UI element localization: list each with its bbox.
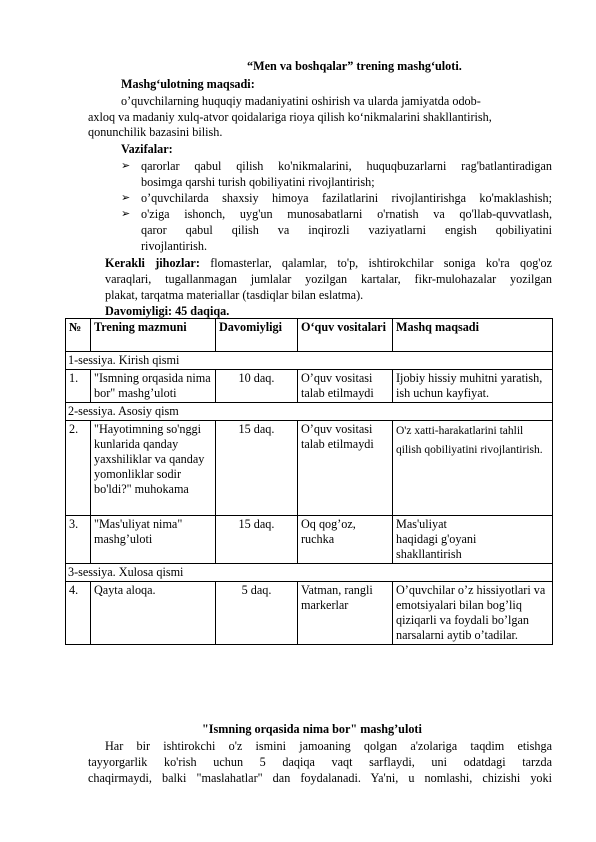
cell-duration: 15 daq. bbox=[216, 421, 298, 516]
arrow-bullet-icon: ➢ bbox=[121, 192, 131, 204]
cell-no: 2. bbox=[66, 421, 91, 516]
equipment-line bbox=[105, 256, 552, 271]
arrow-bullet-icon: ➢ bbox=[121, 208, 131, 220]
cell-no: 4. bbox=[66, 582, 91, 645]
body-line: tayyorgarlik ko'rish uchun 5 daqiqa vaqt sarflaydi, uni odatdagi tarzda bbox=[88, 755, 552, 769]
section-title: "Ismning orqasida nima bor" mashg’uloti bbox=[202, 722, 422, 736]
table-row bbox=[66, 516, 553, 564]
cell-goal: Ijobiy hissiy muhitni yaratish, ish uchun kayfiyat. bbox=[393, 370, 553, 403]
table-row bbox=[66, 421, 553, 516]
cell-content: "Mas'uliyat nima" mashg’uloti bbox=[91, 516, 216, 564]
table-row bbox=[66, 370, 553, 403]
document-title: “Men va boshqalar” trening mashg‘uloti. bbox=[247, 59, 462, 73]
task-line: qaror qabul qilish va inqirozli vaziyatlarni engish qobiliyatini bbox=[141, 223, 552, 237]
session-title: 2-sessiya. Asosiy qism bbox=[66, 403, 553, 421]
task-line: o’quvchilarda shaxsiy himoya fazilatlarini rivojlantirishga ko'maklashish; bbox=[141, 191, 552, 205]
equipment-label: Kerakli jihozlar: bbox=[105, 256, 200, 270]
goal-line: qonunchilik bazasini bilish. bbox=[88, 125, 223, 139]
cell-goal: Mas'uliyat haqidagi g'oyani shakllantirish bbox=[393, 516, 553, 564]
table-header: Trening mazmuni bbox=[91, 319, 216, 352]
body-line: chaqirmaydi, balki "maslahatlar" dan foydalanadi. Ya'ni, u nomlashi, chizishi yoki bbox=[88, 771, 552, 785]
goal-line: axloq va madaniy xulq-atvor qoidalariga rioya qilish ko‘nikmalarini shakllantirish, bbox=[88, 110, 492, 124]
cell-content: "Ismning orqasida nima bor" mashg’uloti bbox=[91, 370, 216, 403]
table-header: Davomiyligi bbox=[216, 319, 298, 352]
equipment-line: varaqlari, tugallanmagan jumlalar yozilgan kartalar, fikr-mulohazalar yozilgan bbox=[105, 272, 552, 286]
session-row bbox=[66, 352, 553, 370]
cell-tools: O’quv vositasi talab etilmaydi bbox=[298, 370, 393, 403]
session-title: 3-sessiya. Xulosa qismi bbox=[66, 564, 553, 582]
task-line: rivojlantirish. bbox=[141, 239, 208, 253]
cell-no: 3. bbox=[66, 516, 91, 564]
task-line: o'ziga ishonch, uyg'un munosabatlarni o'rnatish va qo'llab-quvvatlash, bbox=[141, 207, 552, 221]
cell-tools: O’quv vositasi talab etilmaydi bbox=[298, 421, 393, 516]
table-header: Mashq maqsadi bbox=[393, 319, 553, 352]
table-row bbox=[66, 582, 553, 645]
cell-tools: Oq qog’oz, ruchka bbox=[298, 516, 393, 564]
cell-goal: O'z xatti-harakatlarini tahlil qilish qobiliyatini rivojlantirish. bbox=[393, 421, 553, 516]
session-row bbox=[66, 403, 553, 421]
equipment-line: plakat, tarqatma materiallar (tasdiqlar bilan eslatma). bbox=[105, 288, 364, 302]
cell-tools: Vatman, rangli markerlar bbox=[298, 582, 393, 645]
table-header: № bbox=[66, 319, 91, 352]
table-header: O‘quv vositalari bbox=[298, 319, 393, 352]
cell-content: Qayta aloqa. bbox=[91, 582, 216, 645]
body-line: Har bir ishtirokchi o'z ismini jamoaning qolgan a'zolariga taqdim etishga bbox=[105, 739, 552, 753]
training-table bbox=[65, 318, 553, 645]
cell-goal: O’quvchilar o’z hissiyotlari va emotsiyalari bilan bog’liq qiziqarli va foydali bo’lgan narsalarni aytib o’tadilar. bbox=[393, 582, 553, 645]
goal-heading: Mashg‘ulotning maqsadi: bbox=[121, 77, 255, 91]
cell-content: "Hayotimning so'nggi kunlarida qanday yaxshiliklar va qanday yomonliklar sodir bo'ldi?" muhokama bbox=[91, 421, 216, 516]
tasks-heading: Vazifalar: bbox=[121, 142, 173, 156]
task-line: qarorlar qabul qilish ko'nikmalarini, huquqbuzarlarni rag'batlantiradigan bbox=[141, 159, 552, 173]
arrow-bullet-icon: ➢ bbox=[121, 160, 131, 172]
session-row bbox=[66, 564, 553, 582]
cell-duration: 15 daq. bbox=[216, 516, 298, 564]
table-header-row bbox=[66, 319, 553, 352]
equipment-text: flomasterlar, qalamlar, to'p, ishtirokchilar soniga ko'ra qog'oz bbox=[199, 256, 552, 270]
task-line: bosimga qarshi turish qobiliyatini rivojlantirish; bbox=[141, 175, 375, 189]
goal-line: o’quvchilarning huquqiy madaniyatini oshirish va ularda jamiyatda odob- bbox=[121, 94, 481, 108]
session-title: 1-sessiya. Kirish qismi bbox=[66, 352, 553, 370]
duration-line: Davomiyligi: 45 daqiqa. bbox=[105, 304, 230, 318]
cell-no: 1. bbox=[66, 370, 91, 403]
cell-duration: 10 daq. bbox=[216, 370, 298, 403]
cell-duration: 5 daq. bbox=[216, 582, 298, 645]
